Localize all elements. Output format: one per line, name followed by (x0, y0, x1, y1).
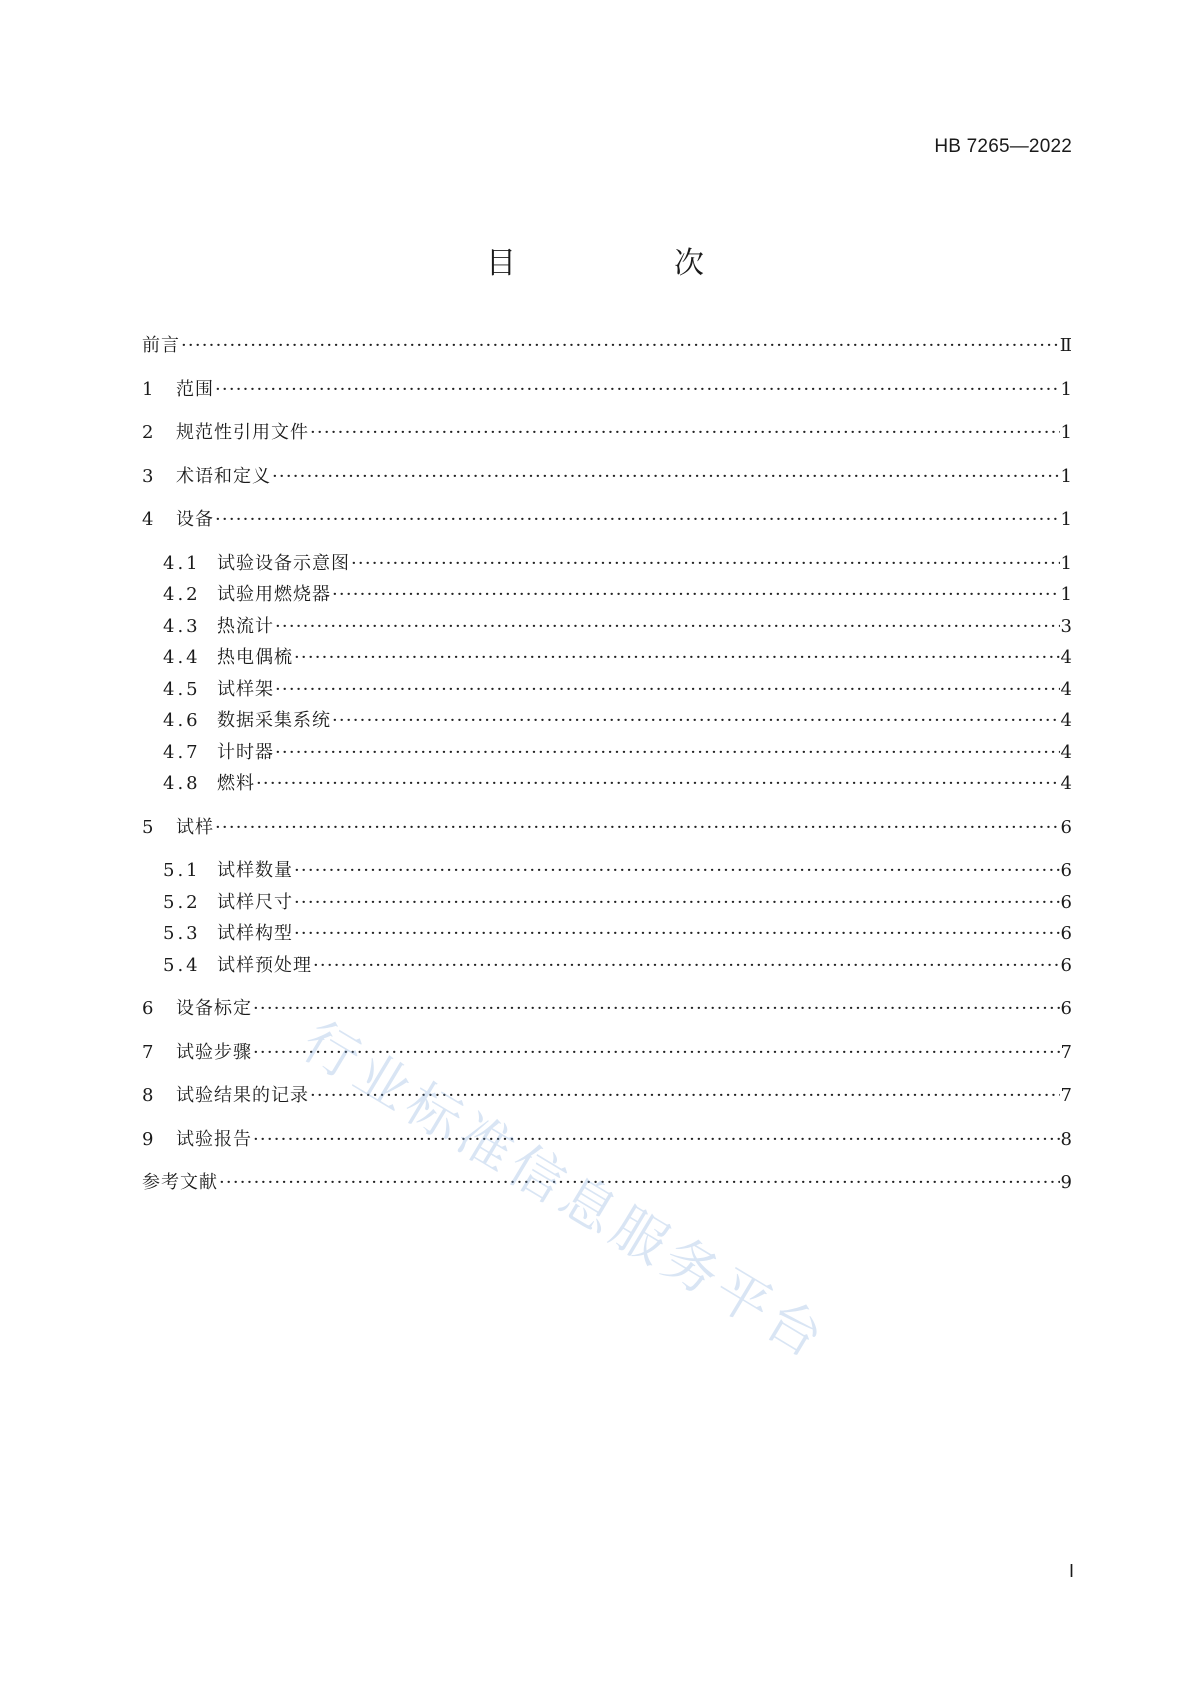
toc-entry-page: 1 (1060, 584, 1072, 605)
toc-entry[interactable] (142, 678, 1072, 702)
toc-entry-page: 6 (1060, 998, 1072, 1019)
toc-entry-label: 试样 (176, 816, 214, 838)
toc-leader-dots (181, 334, 1059, 358)
toc-leader-dots (272, 465, 1060, 489)
toc-entry[interactable] (142, 954, 1072, 978)
toc-entry-label: 试验设备示意图 (217, 552, 350, 574)
toc-entry-page: 1 (1060, 465, 1072, 487)
toc-entry-number: 1 (142, 378, 154, 400)
toc-entry-number: 5 (142, 816, 154, 838)
toc-leader-dots (253, 1041, 1060, 1065)
toc-entry[interactable] (142, 772, 1072, 796)
toc-leader-dots (253, 1128, 1060, 1152)
toc-entry-label: 试样尺寸 (217, 891, 293, 913)
toc-leader-dots (294, 646, 1060, 670)
toc-entry[interactable] (142, 1041, 1072, 1065)
toc-entry-label: 试验结果的记录 (176, 1085, 309, 1106)
toc-entry-number: 4.8 (163, 773, 201, 794)
toc-entry-number: 6 (142, 998, 154, 1019)
toc-entry-number: 9 (142, 1128, 154, 1150)
toc-leader-dots (294, 922, 1060, 946)
toc-entry-page: 6 (1060, 891, 1072, 913)
toc-entry-page: 4 (1060, 678, 1072, 700)
toc-entry-number: 5.4 (163, 954, 201, 976)
toc-entry[interactable] (142, 1171, 1072, 1195)
toc-leader-dots (332, 583, 1060, 607)
toc-leader-dots (332, 709, 1060, 733)
toc-leader-dots (275, 741, 1060, 765)
toc-entry-label: 数据采集系统 (217, 710, 331, 731)
toc-entry[interactable] (142, 421, 1072, 445)
toc-entry-page: 4 (1060, 710, 1072, 731)
toc-entry-label: 试验步骤 (176, 1041, 252, 1063)
toc-entry-number: 8 (142, 1085, 154, 1106)
toc-entry[interactable] (142, 997, 1072, 1021)
toc-entry-page: 8 (1060, 1128, 1072, 1150)
toc-entry[interactable] (142, 922, 1072, 946)
toc-entry[interactable] (142, 816, 1072, 840)
toc-leader-dots (215, 508, 1060, 532)
toc-title: 目 次 (486, 246, 768, 281)
toc-entry-page: 1 (1060, 422, 1072, 443)
toc-entry-label: 规范性引用文件 (176, 422, 309, 443)
toc-leader-dots (294, 891, 1060, 915)
toc-entry[interactable] (142, 465, 1072, 489)
toc-entry-label: 术语和定义 (176, 465, 271, 487)
toc-entry-page: 6 (1060, 860, 1072, 881)
toc-leader-dots (215, 816, 1060, 840)
toc-entry-label: 参考文献 (142, 1172, 218, 1193)
toc-entry-page: 4 (1060, 773, 1072, 794)
toc-entry[interactable] (142, 741, 1072, 765)
toc-entry-number: 7 (142, 1041, 154, 1063)
toc-entry[interactable] (142, 1084, 1072, 1108)
toc-leader-dots (351, 552, 1060, 576)
watermark: 行业标准信息服务平台 (291, 1009, 839, 1373)
page-number: I (1068, 1561, 1074, 1581)
toc-entry-number: 4.4 (163, 647, 201, 668)
toc-entry-number: 5.2 (163, 891, 201, 913)
toc-entry-number: 5.3 (163, 923, 201, 944)
toc-entry-page: 3 (1060, 615, 1072, 637)
toc-entry-label: 试验报告 (176, 1128, 252, 1150)
toc-leader-dots (310, 1084, 1060, 1108)
toc-entry-label: 燃料 (217, 773, 255, 794)
toc-entry-label: 试样架 (217, 678, 274, 700)
toc-entry-label: 试样数量 (217, 860, 293, 881)
toc-entry-number: 4.5 (163, 678, 201, 700)
toc-leader-dots (294, 859, 1060, 883)
toc-entry-label: 试验用燃烧器 (217, 584, 331, 605)
toc-entry[interactable] (142, 552, 1072, 576)
toc-entry-page: 1 (1060, 552, 1072, 574)
toc-entry-number: 2 (142, 422, 154, 443)
toc-entry[interactable] (142, 646, 1072, 670)
toc-entry-page: 6 (1060, 923, 1072, 944)
toc-leader-dots (256, 772, 1060, 796)
toc-entry-page: 7 (1060, 1085, 1072, 1106)
toc-entry[interactable] (142, 859, 1072, 883)
toc-leader-dots (219, 1171, 1060, 1195)
toc-entry[interactable] (142, 615, 1072, 639)
toc-entry[interactable] (142, 891, 1072, 915)
toc-leader-dots (275, 678, 1060, 702)
toc-entry[interactable] (142, 508, 1072, 532)
toc-leader-dots (310, 421, 1060, 445)
toc-entry[interactable] (142, 583, 1072, 607)
toc-entry-page: 9 (1060, 1172, 1072, 1193)
toc-entry-number: 4.2 (163, 584, 201, 605)
toc-leader-dots (215, 378, 1060, 402)
toc-entry-number: 4.6 (163, 710, 201, 731)
toc-entry-number: 4.3 (163, 615, 201, 637)
toc-entry-page: 4 (1060, 647, 1072, 668)
toc-leader-dots (253, 997, 1060, 1021)
toc-entry-label: 设备标定 (176, 998, 252, 1019)
toc-entry-page: 6 (1060, 954, 1072, 976)
toc-entry-page: 1 (1060, 378, 1072, 400)
toc-entry-page: 7 (1060, 1041, 1072, 1063)
toc-entry-label: 热流计 (217, 615, 274, 637)
toc-entry-number: 3 (142, 465, 154, 487)
toc-entry-page: 6 (1060, 816, 1072, 838)
toc-entry-page: Ⅱ (1059, 335, 1072, 356)
document-code: HB 7265—2022 (934, 136, 1072, 157)
toc-entry-label: 试样构型 (217, 923, 293, 944)
toc-entry-number: 5.1 (163, 860, 201, 881)
toc-entry-number: 4.7 (163, 741, 201, 763)
toc-entry-page: 4 (1060, 741, 1072, 763)
toc-entry[interactable] (142, 334, 1072, 358)
toc-entry-number: 4 (142, 509, 154, 530)
toc-leader-dots (313, 954, 1060, 978)
toc-entry-number: 4.1 (163, 552, 201, 574)
toc-leader-dots (275, 615, 1060, 639)
toc-entry[interactable] (142, 378, 1072, 402)
toc-entry-label: 热电偶梳 (217, 647, 293, 668)
toc-entry[interactable] (142, 1128, 1072, 1152)
toc-entry-label: 范围 (176, 378, 214, 400)
toc-entry[interactable] (142, 709, 1072, 733)
toc-entry-page: 1 (1060, 509, 1072, 530)
toc-entry-label: 前言 (142, 335, 180, 356)
toc-entry-label: 设备 (176, 509, 214, 530)
toc-entry-label: 试样预处理 (217, 954, 312, 976)
table-of-contents (142, 334, 1072, 1195)
toc-entry-label: 计时器 (217, 741, 274, 763)
